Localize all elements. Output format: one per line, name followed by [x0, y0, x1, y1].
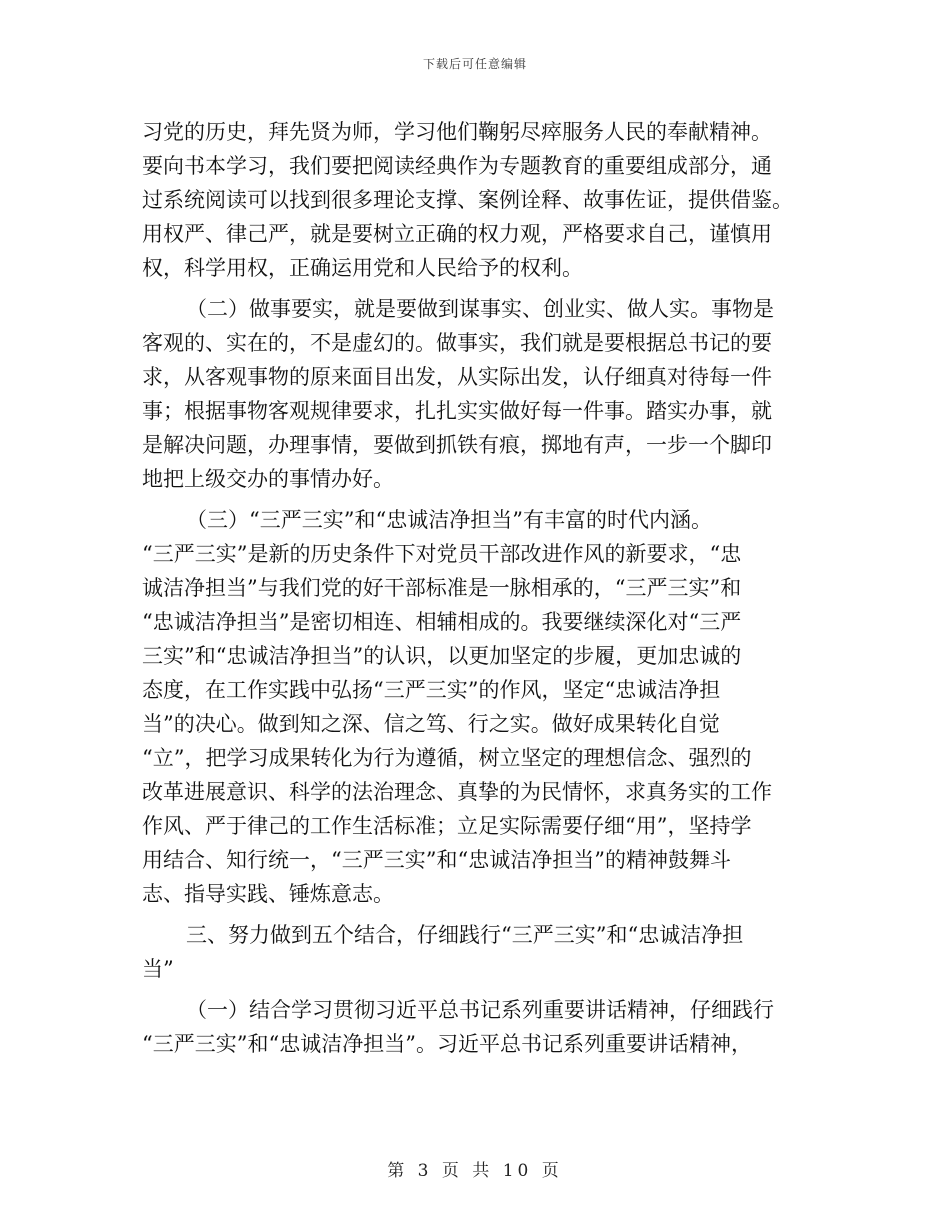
text-line: 作风、严于律己的工作生活标准；立足实际需要仔细“用”，坚持学 — [142, 814, 752, 838]
page-number: 第 3 页 共 10 页 — [387, 1161, 563, 1181]
text-line: 态度，在工作实践中弘扬“三严三实”的作风，坚定“忠诚洁净担 — [142, 678, 721, 702]
text-line: “三严三实”和“忠诚洁净担当”。习近平总书记系列重要讲话精神， — [142, 1032, 752, 1056]
section-heading: 三、努力做到五个结合，仔细践行“三严三实”和“忠诚洁净担 — [186, 923, 744, 947]
text-line: 权，科学用权，正确运用党和人民给予的权利。 — [142, 256, 583, 280]
text-line: 用结合、知行统一，“三严三实”和“忠诚洁净担当”的精神鼓舞斗 — [142, 848, 731, 872]
text-line: （一）结合学习贯彻习近平总书记系列重要讲话精神，仔细践行 — [186, 998, 774, 1022]
text-line: 是解决问题，办理事情，要做到抓铁有痕，掷地有声，一步一个脚印 — [142, 433, 772, 457]
text-line: 地把上级交办的事情办好。 — [142, 467, 394, 491]
text-line: 志、指导实践、锤炼意志。 — [142, 882, 394, 906]
page-header: 下载后可任意编辑 — [422, 57, 527, 71]
text-line: 求，从客观事物的原来面目出发，从实际出发，认仔细真对待每一件 — [142, 365, 772, 389]
text-line: （二）做事要实，就是要做到谋事实、创业实、做人实。事物是 — [186, 297, 774, 321]
text-line: 习党的历史，拜先贤为师，学习他们鞠躬尽瘁服务人民的奉献精神。 — [142, 120, 772, 144]
text-line: “忠诚洁净担当”是密切相连、相辅相成的。我要继续深化对“三严 — [142, 610, 742, 634]
text-line: 当”的决心。做到知之深、信之笃、行之实。做好成果转化自觉 — [142, 712, 720, 736]
section-heading: 当” — [142, 957, 174, 981]
text-line: 客观的、实在的，不是虚幻的。做事实，我们就是要根据总书记的要 — [142, 331, 772, 355]
text-line: 用权严、律己严，就是要树立正确的权力观，严格要求自己，谨慎用 — [142, 222, 772, 246]
text-line: 改革进展意识、科学的法治理念、真挚的为民情怀，求真务实的工作 — [142, 780, 772, 804]
text-line: 事；根据事物客观规律要求，扎扎实实做好每一件事。踏实办事，就 — [142, 399, 772, 423]
text-line: 要向书本学习，我们要把阅读经典作为专题教育的重要组成部分，通 — [142, 154, 772, 178]
text-line: 诚洁净担当”与我们党的好干部标准是一脉相承的，“三严三实”和 — [142, 576, 742, 600]
text-line: （三）“三严三实”和“忠诚洁净担当”有丰富的时代内涵。 — [186, 508, 712, 532]
text-line: “三严三实”是新的历史条件下对党员干部改进作风的新要求，“忠 — [142, 542, 742, 566]
text-line: 三实”和“忠诚洁净担当”的认识，以更加坚定的步履，更加忠诚的 — [142, 644, 742, 668]
text-line: 过系统阅读可以找到很多理论支撑、案例诠释、故事佐证，提供借鉴。 — [142, 188, 793, 212]
text-line: “立”，把学习成果转化为行为遵循，树立坚定的理想信念、强烈的 — [142, 746, 752, 770]
